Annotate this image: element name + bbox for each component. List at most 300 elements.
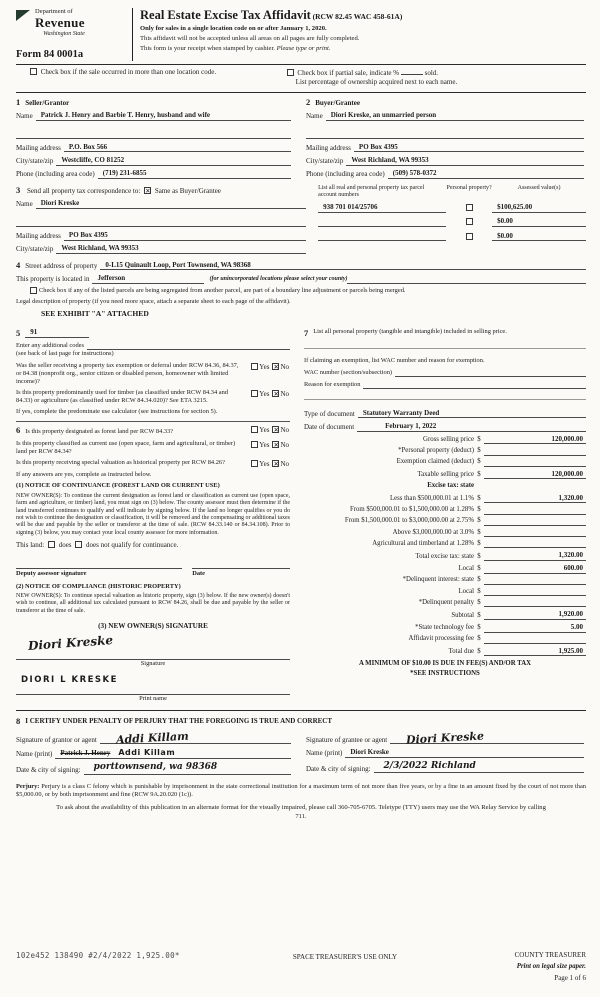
correspondence-name-row-2	[16, 219, 306, 228]
correspondence-name-field[interactable]	[36, 199, 306, 209]
correspondence-mailing-value: PO Box 4395	[68, 230, 108, 239]
perjury-label: Perjury:	[16, 782, 40, 790]
seller-mailing-row	[16, 143, 291, 153]
sec6-q2-answers	[249, 440, 290, 456]
tax-above-3m-label: Above $3,000,000.00 at 3.0%	[392, 528, 474, 536]
correspondence-label: Send all property tax correspondence to:	[27, 186, 141, 195]
document-date-label: Date of document	[304, 422, 355, 431]
notice-compliance-title: (2) NOTICE OF COMPLIANCE (HISTORIC PROPERTY)	[16, 582, 181, 590]
gross-selling-price-field[interactable]: 120,000.00	[484, 435, 586, 445]
grantor-name-handwritten-value: Addi Killam	[118, 747, 176, 757]
section-3	[16, 185, 586, 254]
document-type-value: Statutory Warranty Deed	[362, 408, 440, 417]
dollar-sign: $	[477, 506, 481, 514]
deputy-assessor-signature-line[interactable]	[16, 559, 182, 569]
header-note-3	[140, 45, 586, 53]
spacer	[304, 349, 586, 357]
seller-city-field[interactable]	[56, 156, 291, 166]
parcel-number-column-header: List all real and personal property tax parcel account numbers	[318, 184, 425, 198]
grantee-signature-label: Signature of grantee or agent	[306, 735, 388, 744]
parties-section	[16, 93, 586, 179]
legal-size-note: Print on legal size paper.	[516, 962, 586, 970]
street-address-value: 0-L15 Quinault Loop, Port Townsend, WA 98368	[105, 260, 251, 269]
sec6-q2-text: Is this property classified as current use (open space, farm and agricultural, or timber) land per RCW 84.34?	[16, 439, 236, 455]
section-5-6-divider	[16, 421, 290, 422]
certification-text: I CERTIFY UNDER PENALTY OF PERJURY THAT THE FOREGOING IS TRUE AND CORRECT	[25, 717, 333, 726]
section-8-divider	[16, 710, 586, 711]
assessed-value-1: $100,625.00	[497, 203, 533, 212]
location-code-value: 91	[30, 328, 38, 337]
grantee-signature-block	[301, 726, 586, 775]
certification-heading	[16, 716, 586, 727]
grantee-signature-value: Diori Kreske	[405, 729, 485, 747]
sec5-q1-no-checkbox[interactable]: ✕	[273, 362, 279, 370]
minimum-fee-note: A MINIMUM OF $10.00 IS DUE IN FEE(S) AND/OR TAX	[358, 660, 532, 668]
new-owner-signature-label: Signature	[140, 659, 166, 667]
gross-selling-price-row	[304, 435, 586, 445]
tax-under-500k-field[interactable]: 1,320.00	[484, 494, 586, 504]
sec5-q2-text: Is this property predominantly used for timber (as classified under RCW 84.34 and 84.33) or agriculture (as classified under RCW 84.34.020)? See ETA 3215.	[16, 389, 228, 405]
new-owner-signature-title: (3) NEW OWNER(S) SIGNATURE	[98, 622, 208, 631]
exemption-instruction: If claiming an exemption, list WAC number and reason for exemption.	[304, 357, 485, 365]
sec6-q3-no-checkbox[interactable]: ✕	[273, 460, 279, 468]
grantor-name-row	[16, 748, 291, 759]
located-in-label: This property is located in	[16, 274, 90, 283]
document-type-label: Type of document	[304, 409, 355, 418]
section-7-text: List all personal property (tangible and intangible) included in selling price.	[313, 327, 507, 335]
partial-sale-sold-label: sold.	[424, 69, 439, 77]
segregated-row	[16, 287, 586, 295]
treasurer-row	[16, 951, 586, 983]
county-note: (for unincorporated locations please select your county)	[209, 276, 348, 283]
new-owner-print-name-label: Print name	[139, 694, 167, 702]
sec5-q2-answers	[249, 389, 290, 405]
perjury-text: Perjury is a class C felony which is punishable by imprisonment in the state correctional institution for a maximum term of not more than five years, or by a fine in an amount fixed by the court of not more than $5,000.00, or by both imprisonment and fine (RCW 9A.20.020 (1c)).	[16, 782, 586, 798]
grantee-name-row	[306, 748, 584, 758]
assessed-value-3: $0.00	[497, 231, 513, 240]
sec6-q1-answers	[249, 425, 290, 436]
parcel-number-field-1[interactable]	[318, 203, 446, 213]
deputy-date-line[interactable]	[192, 559, 290, 569]
grantee-name-field[interactable]	[345, 748, 584, 758]
sec5-q1-yes-label: Yes	[259, 362, 270, 371]
taxable-selling-price-label: Taxable selling price	[417, 470, 474, 478]
dollar-sign: $	[477, 624, 481, 632]
buyer-name-value: Diori Kreske, an unmarried person	[330, 110, 437, 119]
dollar-sign: $	[477, 494, 481, 502]
partial-sale-option	[285, 68, 458, 87]
sec5-q2-yes-checkbox[interactable]	[251, 390, 258, 397]
seller-name-row-2	[16, 131, 291, 140]
correspondence-name-field-2[interactable]	[16, 219, 306, 228]
tax-under-500k-label: Less than $500,000.01 at 1.1%	[389, 494, 474, 502]
seller-name-row	[16, 111, 291, 121]
buyer-mailing-field[interactable]	[354, 143, 584, 153]
sec5-q2-no-label: No	[280, 390, 289, 399]
parcel-number-value-2	[318, 217, 323, 225]
parcel-table-header	[318, 185, 586, 199]
seller-phone-row	[16, 169, 291, 179]
section-1-number: 1	[16, 96, 21, 107]
correspondence-block	[16, 185, 318, 254]
partial-sale-percent-field[interactable]	[401, 68, 423, 75]
signatures-section	[16, 726, 586, 775]
grantor-name-struck-value: Patrick J. Henry	[60, 748, 111, 757]
street-address-label: Street address of property	[25, 261, 98, 270]
sec5-question-1	[16, 362, 290, 386]
partial-sale-line	[285, 68, 458, 78]
buyer-city-field[interactable]	[346, 156, 584, 166]
taxable-selling-price-field[interactable]: 120,000.00	[484, 470, 586, 480]
legal-description-value[interactable]: SEE EXHIBIT "A" ATTACHED	[41, 308, 149, 318]
same-as-buyer-checkbox[interactable]: ✕	[145, 186, 151, 194]
grantor-signature-label: Signature of grantor or agent	[16, 735, 97, 744]
correspondence-heading	[16, 185, 306, 196]
exemption-claimed-row	[304, 458, 586, 467]
grantee-name-value: Diori Kreske	[350, 747, 389, 756]
grantor-date-city-row	[16, 762, 291, 774]
dor-logo-text	[35, 8, 85, 39]
document-date-field[interactable]	[357, 422, 586, 432]
grantor-name-field[interactable]	[55, 748, 291, 759]
notice-continuance-title: (1) NOTICE OF CONTINUANCE (FOREST LAND OR CURRENT USE)	[16, 482, 220, 490]
sec5-question-2	[16, 389, 290, 405]
dor-flag-icon	[16, 10, 32, 23]
total-excise-local-field[interactable]: 600.00	[484, 564, 586, 574]
personal-property-deduct-field[interactable]	[484, 447, 586, 456]
assessed-value-field-3[interactable]	[492, 232, 586, 242]
parcel-personal-checkbox-2[interactable]	[466, 218, 473, 225]
sec6-q1-no-checkbox[interactable]: ✕	[273, 426, 279, 434]
deputy-assessor-row	[16, 559, 290, 578]
dept-of-label: Department of	[35, 8, 73, 15]
new-owner-signature-area	[16, 631, 290, 703]
legal-description-label: Legal description of property (if you need more space, attach a separate sheet to each page of the affidavit).	[16, 297, 291, 305]
dollar-sign: $	[477, 447, 481, 455]
new-owner-signature-value[interactable]: Diori Kreske	[27, 633, 114, 654]
dollar-sign: $	[477, 470, 481, 478]
multiple-location-label: Check box if the sale occurred in more than one location code.	[40, 68, 217, 76]
form-number: Form 84 0001a	[16, 48, 84, 60]
parcel-personal-cell-2	[446, 218, 492, 227]
multiple-location-option	[28, 68, 285, 87]
assessed-value-field-2[interactable]	[492, 217, 586, 227]
sec6-q2-no-checkbox[interactable]: ✕	[273, 440, 279, 448]
state-technology-fee-field[interactable]: 5.00	[484, 623, 586, 633]
grantor-signature-value: Addi Killam	[115, 729, 189, 747]
affidavit-processing-fee-label: Affidavit processing fee	[408, 635, 474, 643]
seller-name-field-2[interactable]	[16, 131, 291, 140]
total-due-label: Total due	[448, 647, 474, 655]
partial-sale-label: Check box if partial sale, indicate %	[297, 69, 400, 77]
seller-name-label: Name	[16, 111, 33, 120]
sec5-q1-answers	[249, 362, 290, 386]
dor-logo-block	[16, 8, 128, 61]
delinquent-interest-local-field[interactable]	[484, 588, 586, 597]
sec5-q2-yes-label: Yes	[259, 390, 270, 399]
additional-codes-field[interactable]	[87, 342, 290, 351]
notice-compliance-text: NEW OWNER(S): To continue special valuation as historic property, sign (3) below. If the new owner(s) doesn't wish to continue, all additional tax calculated pursuant to RCW 84.26, shall be due and payable by the seller or transferor at the time of sale.	[16, 593, 290, 614]
parcel-personal-checkbox-3[interactable]	[466, 233, 473, 240]
buyer-name-row-2	[306, 131, 584, 140]
dollar-sign: $	[477, 552, 481, 560]
delinquent-interest-state-field[interactable]	[484, 576, 586, 585]
seller-phone-value: (719) 231-6855	[102, 169, 147, 177]
buyer-phone-field[interactable]	[388, 169, 584, 179]
location-code-field[interactable]	[25, 328, 89, 338]
partial-sale-checkbox[interactable]	[287, 69, 294, 76]
exemption-reason-line-2[interactable]	[304, 389, 586, 400]
correspondence-city-label: City/state/zip	[16, 245, 54, 253]
tax-above-3m-field[interactable]	[484, 529, 586, 538]
exemption-reason-label: Reason for exemption	[304, 381, 361, 389]
middle-columns	[16, 324, 586, 702]
located-in-row	[16, 274, 586, 284]
subtotal-label: Subtotal	[451, 611, 474, 619]
delinquent-penalty-field[interactable]	[484, 599, 586, 608]
correspondence-city-row	[16, 244, 306, 254]
land-qualify-row	[16, 541, 290, 550]
correspondence-name-value: Diori Kreske	[40, 199, 80, 207]
buyer-mailing-label: Mailing address	[306, 143, 351, 152]
assessed-value-column-header: Assessed value(s)	[517, 184, 561, 191]
exemption-claimed-field[interactable]	[484, 458, 586, 467]
correspondence-mailing-field[interactable]	[64, 231, 306, 241]
dollar-sign: $	[477, 517, 481, 525]
seller-heading: Seller/Grantor	[25, 98, 70, 107]
buyer-mailing-row	[306, 143, 584, 153]
section-4-number: 4	[16, 259, 21, 270]
land-does-not-checkbox[interactable]	[75, 541, 82, 548]
section-6-number: 6	[16, 425, 21, 436]
taxable-selling-price-row	[304, 470, 586, 480]
dollar-sign: $	[477, 435, 481, 443]
county-field[interactable]	[92, 274, 204, 284]
title-block	[132, 8, 586, 61]
total-due-row	[304, 647, 586, 657]
segregated-label: Check box if any of the listed parcels are being segregated from another parcel, are part of a boundary line adjustment or parcels being merged.	[39, 287, 406, 295]
wac-number-field[interactable]	[395, 369, 586, 378]
buyer-city-label: City/state/zip	[306, 156, 344, 165]
grantor-name-label: Name (print)	[16, 750, 53, 759]
assessed-value-field-1[interactable]	[492, 203, 586, 213]
parcel-row-1	[318, 203, 586, 213]
new-owner-print-name-value[interactable]: DIORI L KRESKE	[21, 674, 118, 685]
form-header	[16, 8, 586, 61]
seller-heading-row	[16, 97, 291, 108]
section-5-number: 5	[16, 327, 21, 338]
tax-under-500k-row	[304, 494, 586, 504]
dollar-sign: $	[477, 587, 481, 595]
parcel-personal-cell-3	[446, 233, 492, 242]
sec6-q3-text: Is this property receiving special valuation as historical property per RCW 84.26?	[16, 459, 225, 467]
parcel-row-2	[318, 217, 586, 227]
dollar-sign: $	[477, 539, 481, 547]
deputy-date-label: Date	[192, 569, 205, 577]
segregated-checkbox[interactable]	[30, 287, 37, 294]
affidavit-processing-fee-row	[304, 635, 586, 644]
tax-1-5m-to-3m-field[interactable]	[484, 517, 586, 526]
buyer-city-row	[306, 156, 584, 166]
grantee-date-city-label: Date & city of signing:	[306, 764, 371, 773]
land-does-label: does	[58, 540, 72, 549]
sec6-q3-no-label: No	[280, 460, 289, 469]
buyer-name-row	[306, 111, 584, 121]
correspondence-city-field[interactable]	[56, 244, 306, 254]
total-excise-state-row	[304, 551, 586, 561]
sec6-instruction: If any answers are yes, complete as instructed below.	[16, 471, 152, 479]
dollar-sign: $	[477, 611, 481, 619]
parcel-personal-cell-1	[446, 204, 492, 213]
title-line	[140, 8, 586, 24]
location-code-row	[16, 328, 290, 339]
sec6-question-3	[16, 459, 290, 469]
dollar-sign: $	[477, 565, 481, 573]
delinquent-interest-state-row	[304, 576, 586, 585]
grantor-date-city-field[interactable]	[84, 762, 291, 774]
tax-500k-to-1-5m-field[interactable]	[484, 506, 586, 515]
sec6-q1-wrap	[16, 425, 249, 436]
sec6-question-1	[16, 425, 290, 436]
sec6-q3-yes-checkbox[interactable]	[251, 460, 258, 467]
predominate-use-note: If yes, complete the predominate use calculator (see instructions for section 5).	[16, 407, 218, 415]
sec5-q1-text: Was the seller receiving a property tax exemption or deferral under RCW 84.36, 84.37, or 84.38 (nonprofit org., senior citizen or disabled person, homeowner with limited income)?	[16, 361, 239, 385]
agricultural-timberland-row	[304, 540, 586, 549]
document-type-field[interactable]	[358, 409, 586, 419]
page-number: Page 1 of 6	[554, 974, 586, 983]
treasurer-space-label: SPACE TREASURER'S USE ONLY	[292, 953, 398, 962]
delinquent-interest-local-label: Local	[458, 587, 474, 595]
seller-name-value: Patrick J. Henry and Barbie T. Henry, husband and wife	[40, 110, 211, 119]
sec5-q1-no-label: No	[280, 362, 289, 371]
section-2-buyer	[301, 93, 586, 179]
seller-mailing-label: Mailing address	[16, 143, 61, 152]
street-address-field[interactable]	[100, 261, 586, 271]
excise-tax-state-header: Excise tax: state	[427, 482, 474, 490]
exemption-reason-row	[304, 381, 586, 390]
dollar-sign: $	[477, 576, 481, 584]
land-does-checkbox[interactable]	[48, 541, 55, 548]
perjury-statement	[16, 783, 586, 800]
rcw-reference: (RCW 82.45 WAC 458-61A)	[312, 12, 403, 21]
parcel-number-field-2[interactable]	[318, 217, 446, 227]
dollar-sign: $	[477, 635, 481, 643]
washington-state-label: Washington State	[43, 31, 85, 38]
seller-city-row	[16, 156, 291, 166]
sec5-q2-no-checkbox[interactable]: ✕	[273, 390, 279, 398]
same-as-buyer-label: Same as Buyer/Grantee	[154, 186, 221, 195]
personal-property-deduct-row	[304, 447, 586, 456]
parcel-table	[318, 185, 586, 254]
sec6-q1-no-label: No	[280, 426, 289, 435]
subtotal-row	[304, 610, 586, 620]
subtotal-field[interactable]: 1,920.00	[484, 610, 586, 620]
buyer-heading: Buyer/Grantee	[315, 98, 360, 107]
affidavit-processing-fee-field[interactable]	[484, 635, 586, 644]
section-4	[16, 260, 586, 318]
total-excise-local-row	[304, 564, 586, 574]
parcel-number-field-3[interactable]	[318, 232, 446, 242]
street-address-row	[16, 260, 586, 271]
seller-city-label: City/state/zip	[16, 156, 54, 165]
correspondence-city-value: West Richland, WA 99353	[61, 244, 139, 252]
footer	[16, 951, 586, 983]
seller-mailing-field[interactable]	[64, 143, 291, 153]
section-3-number: 3	[16, 184, 21, 195]
exemption-reason-field[interactable]	[363, 381, 586, 390]
seller-phone-label: Phone (including area code)	[16, 170, 95, 178]
total-excise-local-label: Local	[458, 565, 474, 573]
document-type-row	[304, 409, 586, 419]
seller-name-field[interactable]	[36, 111, 291, 121]
see-instructions-note: *SEE INSTRUCTIONS	[410, 669, 480, 677]
buyer-phone-row	[306, 169, 584, 179]
sec5-q1-yes-checkbox[interactable]	[251, 363, 258, 370]
correspondence-name-label: Name	[16, 200, 33, 208]
multiple-location-checkbox[interactable]	[30, 68, 37, 75]
state-technology-fee-row	[304, 623, 586, 633]
buyer-name-field[interactable]	[326, 111, 584, 121]
gross-selling-price-label: Gross selling price	[423, 435, 474, 443]
additional-codes-label: Enter any additional codes	[16, 342, 84, 350]
total-due-field[interactable]: 1,925.00	[484, 647, 586, 657]
state-technology-fee-label: *State technology fee	[415, 624, 474, 632]
delinquent-interest-state-label: *Delinquent interest: state	[402, 576, 474, 584]
spacer	[484, 482, 586, 491]
new-owner-print-name-line[interactable]	[16, 685, 290, 695]
sec6-q2-no-label: No	[280, 440, 289, 449]
buyer-mailing-value: PO Box 4395	[358, 142, 398, 151]
deputy-assessor-label: Deputy assessor signature	[16, 569, 87, 577]
dor-logo	[16, 8, 128, 39]
grantee-signature-row	[306, 730, 584, 745]
total-excise-state-label: Total excise tax: state	[415, 552, 474, 560]
parcel-number-value-1: 938 701 014/25706	[323, 203, 378, 212]
grantor-signature-row	[16, 730, 291, 745]
grantee-date-city-field[interactable]	[374, 761, 584, 773]
buyer-name-field-2[interactable]	[306, 131, 584, 140]
sec6-q2-yes-checkbox[interactable]	[251, 441, 258, 448]
personal-property-list-line[interactable]	[304, 338, 586, 349]
total-excise-state-field[interactable]: 1,320.00	[484, 551, 586, 561]
tax-above-3m-row	[304, 529, 586, 538]
parcel-personal-checkbox-1[interactable]	[466, 204, 473, 211]
grantee-name-label: Name (print)	[306, 748, 343, 757]
sec6-q1-yes-checkbox[interactable]	[251, 426, 258, 433]
seller-mailing-value: P.O. Box 566	[68, 142, 108, 151]
delinquent-interest-local-row	[304, 588, 586, 597]
section-7-number: 7	[304, 327, 309, 338]
wac-number-label: WAC number (section/subsection)	[304, 369, 393, 377]
agricultural-timberland-field[interactable]	[484, 540, 586, 549]
correspondence-mailing-row	[16, 231, 306, 241]
tax-500k-to-1-5m-row	[304, 506, 586, 515]
dollar-sign: $	[477, 598, 481, 606]
seller-phone-field[interactable]	[98, 169, 291, 179]
exemption-claimed-label: Exemption claimed (deduct)	[396, 458, 474, 466]
notice-continuance-text: NEW OWNER(S): To continue the current designation as forest land or classification as current use (open space, farm and agriculture, or timber) land, you must sign on (3) below. The county assessor must then determine if the land transferred continues to qualify and will indicate by signing below. If the land no longer qualifies or you do not wish to continue the designation or classification, it will be removed and the compensating or additional taxes will be due and payable by the seller or transferor at the time of sale. (RCW 84.33.140 or 84.34.108). Prior to signing (3) below, you may contact your local county assessor for more information.	[16, 492, 290, 536]
grantee-signature-field[interactable]	[390, 730, 584, 745]
grantor-date-city-value: porttownsend, wa 98368	[93, 762, 218, 773]
dollar-sign: $	[477, 647, 481, 655]
seller-city-value: Westcliffe, CO 81252	[61, 155, 125, 164]
grantor-signature-field[interactable]	[100, 730, 291, 745]
header-note-3a: This form is your receipt when stamped by cashier.	[140, 44, 275, 52]
buyer-heading-row	[306, 97, 584, 108]
sec6-question-2	[16, 440, 290, 456]
section-8-number: 8	[16, 715, 21, 726]
county-treasurer-label: COUNTY TREASURER	[514, 951, 586, 960]
